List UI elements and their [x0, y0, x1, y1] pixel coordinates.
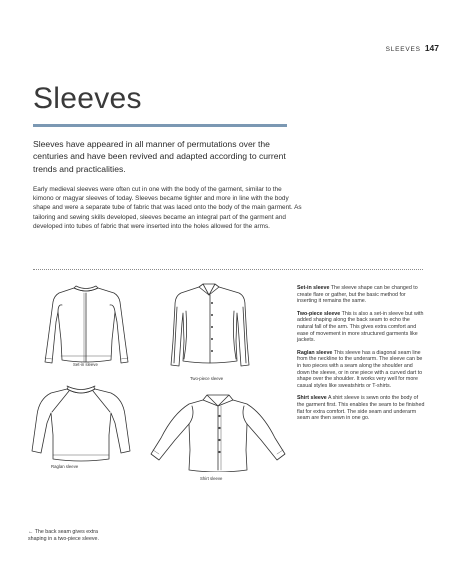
sidebar-term: Set-in sleeve	[297, 285, 330, 291]
shirt-sleeve-illustration	[145, 392, 291, 472]
title-rule	[33, 124, 287, 127]
sidebar-term: Two-piece sleeve	[297, 310, 341, 317]
section-name: SLEEVES	[385, 46, 421, 53]
sidebar-entry-set-in	[297, 285, 425, 305]
sidebar-entry-raglan	[297, 350, 425, 390]
page-title: Sleeves	[33, 82, 142, 115]
set-in-sleeve-illustration	[36, 282, 136, 368]
sidebar-descriptions	[297, 285, 425, 428]
arrow-left-icon: ←	[28, 529, 34, 535]
two-piece-sleeve-illustration	[159, 281, 263, 373]
raglan-sleeve-illustration	[27, 385, 135, 465]
sidebar-text: The sleeve shape can be changed to create flare or gather, but the basic method for inserting it remains the same.	[297, 285, 418, 305]
page-number: 147	[424, 43, 439, 53]
sidebar-text: This is also a set-in sleeve but with added shaping along the back seam to echo the natural fall of the arm. This gives extra comfort and ease of movement in more structured garments like jackets.	[297, 310, 424, 344]
intro-paragraph: Sleeves have appeared in all manner of permutations over the centuries and have been revived and adapted according to current trends and practicalities.	[33, 139, 286, 174]
sidebar-text: This sleeve has a diagonal seam line from the neckline to the underarm. The sleeve can be in two pieces with a seam along the shoulder and down the sleeve, or in one piece with a curved dart to shape over the shoulder. It works very well for more casual styles like sweatshirts or T-shirts.	[297, 349, 423, 389]
set-in-sleeve-caption: Set-in sleeve	[73, 362, 98, 367]
raglan-sleeve-caption: Raglan sleeve	[51, 464, 79, 469]
shirt-sleeve-caption: Shirt sleeve	[200, 476, 223, 481]
note-text: The back seam gives extra shaping in a two-piece sleeve.	[28, 529, 99, 542]
body-paragraph: Early medieval sleeves were often cut in one with the body of the garment, similar to the kimono or magyar sleeves of today. Sleeves became tighter and more in line with the body shape and were a separate tube of fabric that was laced onto the body of the main garment. As tailoring and sewing skills developed, sleeves became an integral part of the garment and developed into tubes of fabric that were inserted into the holes allowed for the arms.	[33, 186, 302, 230]
running-header	[386, 43, 439, 53]
sidebar-text: A shirt sleeve is sewn onto the body of the garment first. This enables the seam to be finished flat for extra comfort. The side seam and underarm seam are then sewn in one go.	[297, 395, 425, 422]
sidebar-entry-two-piece	[297, 311, 425, 344]
sidebar-term: Shirt sleeve	[297, 395, 327, 402]
sidebar-term: Raglan sleeve	[297, 349, 333, 356]
sidebar-entry-shirt	[297, 395, 425, 421]
dotted-divider	[33, 269, 423, 270]
two-piece-sleeve-caption: Two-piece sleeve	[190, 376, 224, 381]
back-seam-note	[28, 529, 114, 542]
